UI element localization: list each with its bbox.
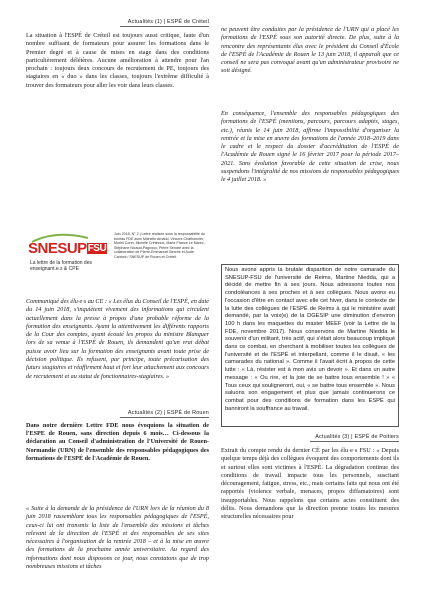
snesup-logo [26, 232, 110, 294]
newsletter-credits: Juin 2018, N° 2 | Lettre réalisée sous la responsabilité du bureau FDE avec Michelle Arnaud, Vincent Charbonnier, Muriel Coret, Michèle Crétinoux, Marie-France Le Marec, Stéphane Nicaud-Pagnoux, Pierre Sendré avec la collaboration de Pierre-Emmanuel Berche et Aude Cantoni / SNESUP de Rouen et Créteil. [114, 232, 205, 259]
tribute-text: Nous avons appris la brutale disparition de notre camarade du SNESUP-FSU de l'université de Reims, Martine Niedda, qui a décidé de mettre fin à ses jours. Nous adressons toutes nos condoléances à ses proches et à ses collègues. Nous avons eu l'occasion d'être en contact avec elle cet hiver, dans le contexte de la lutte des collègues de l'ESPÉ de Reims à qui le ministère avait demandé, par la voix(e) de la DGESIP une diminution d'environ 100 h dans les maquettes du master MEEF (voir la Lettre de la FDE, novembre 2017). Nous conservons de Martine Niedda le souvenir d'un militant, très actif, qui s'était alors beaucoup impliqué dans ce combat, en cherchant à mobiliser toutes les collègues de l'université et de l'ESPÉ et interpellant, comme il le disait, « les camarades du national ». Comme il l'avait écrit à propos de cette lutte : « Là, résister est à mon avis un devoir ». Et dans un autre message : « Ou rire, et la joie de se battre tous ensemble ! » « Tous ceux qui souligneront, oui, « se battre tous ensemble ». Nous saluons son engagement et plus que jamais continuerons ce combat pour des conditions de formation dans les ESPÉ qui banniront la souffrance au travail. [225, 267, 395, 412]
header-rule [310, 441, 399, 442]
council-statement-paragraph: Communiqué des élu·e·s au CE : « Les élus du Conseil de l'ESPÉ, en date du 14 juin 2018, s'inquiètent vivement des informations qui circulent actuellement dans la presse à propos d'une probable réforme de la formation des enseignants. Ayant lu attentivement les différents rapports de la Cour des comptes, ayant écouté les propos du ministre Blanquer lors de sa venue à l'ESPÉ de Rouen, ils demandent qu'un vrai débat puisse avoir lieu sur la formation des enseignants avant toute prise de décision politique. Ils refusent, par principe, toute précarisation des futurs stagiaires et réaffirment haut et fort leur attachement aux concours de recrutement et au statut de fonctionnaires-stagiaires. » [26, 298, 209, 380]
logo-wordmark: SNESUPFSU [28, 240, 107, 257]
section-header-label: Actualités (1) | ESPÉ de Créteil [127, 19, 209, 25]
logo-tagline: La lettre de la formation des enseignant.e.s & CPE [30, 260, 92, 272]
section-header-creteil [120, 19, 209, 25]
header-rule [120, 417, 209, 418]
tribute-box [221, 264, 399, 427]
rouen-consequence-paragraph: En conséquence, l'ensemble des responsables pédagogiques des formations de l'ESPÉ (mentions, parcours, parcours adaptés, stages, etc.), réunis le 14 juin 2018, affirme l'impossibilité d'organiser la rentrée et la mise en œuvre des formations de l'année 2018–2019 dans le cadre et le respect du dossier d'accréditation de l'ESPÉ de l'Académie de Rouen signé le 16 février 2017 pour la période 2017–2021. Sans évolution favorable de cette situation de crise, nous suspendons l'intégralité de nos missions de responsables pédagogiques le 4 juillet 2018. » [221, 110, 399, 184]
section-header-label: Actualités (3) | ESPÉ de Poitiers [315, 434, 399, 440]
rouen-intro-paragraph: Dans notre dernière Lettre FDE nous évoquions la situation de l'ESPE de Rouen, sans direction depuis 6 mois… Ci-dessous la déclaration au Conseil d'administration de l'Université de Rouen-Normandie (URN) de l'ensemble des responsables pédagogiques des formations de l'ESPÉ de l'Académie de Rouen. [26, 422, 209, 462]
poitiers-paragraph: Extrait du compte rendu du dernier CÉ par les élu·e·s FSU : « Depuis quelque temps déjà des collègues évoquent des comportements dont ils et surtout elles sont victimes à l'ESPÉ. La dégradation continue des conditions de travail impacte tous les personnels, suscitant découragement, fatigue, stress, etc., mais certains faits qui nous ont été rapportés (violence verbale, menaces, propos diffamatoires) sont insupportables. Nous rappelons que certains actes constituent des délits. Nous demandons que la direction prenne toutes les mesures structurelles nécessaires pour [221, 447, 399, 521]
section-header-poitiers [310, 434, 399, 440]
section-header-label: Actualités (2) | ESPÉ de Rouen [127, 410, 209, 416]
creteil-paragraph: La situation à l'ESPÉ de Créteil est toujours aussi critique, faute d'un nombre suffisant de formateurs pour assurer les formations dans le Premier degré et à cause de mises en stage dans des conditions particulièrement délétères. Aucune amélioration à attendre pour l'an prochain : toujours deux concours de recrutement de PE, toujours des stagiaires en « duo » dans les classes, toujours l'extrême difficulté à trouver des formateurs pour aller les voir dans leurs classes. [26, 32, 209, 89]
section-header-rouen [120, 410, 209, 416]
header-rule [120, 26, 209, 27]
rouen-declaration-paragraph: « Suite à la demande de la présidence de l'URN lors de la réunion du 8 juin 2018 rassemblant tous les responsables pédagogiques de l'ESPÉ, ceux-ci lui ont transmis la liste de l'ensemble des missions et tâches relevant de la direction de l'ESPÉ et des responsables de ses sites nécessaires à l'organisation de la rentrée 2018 – et à la mise en œuvre des formations de la prochaine année universitaire. Au regard des informations dont nous disposons ce jour, nous constatons que de trop nombreuses missions et tâches [26, 505, 209, 571]
rouen-declaration-continued: ne peuvent être conduites par la présidence de l'URN qui a placé les formations de l'ESPÉ sous son autorité directe. De plus, suite à la rencontre des représentants élus avec le président du Conseil d'École de l'ESPÉ de l'Académie de Rouen le 13 juin 2018, il apparaît que ce conseil ne sera pas convoqué avant qu'un administrateur provisoire ne soit désigné. [221, 26, 399, 75]
